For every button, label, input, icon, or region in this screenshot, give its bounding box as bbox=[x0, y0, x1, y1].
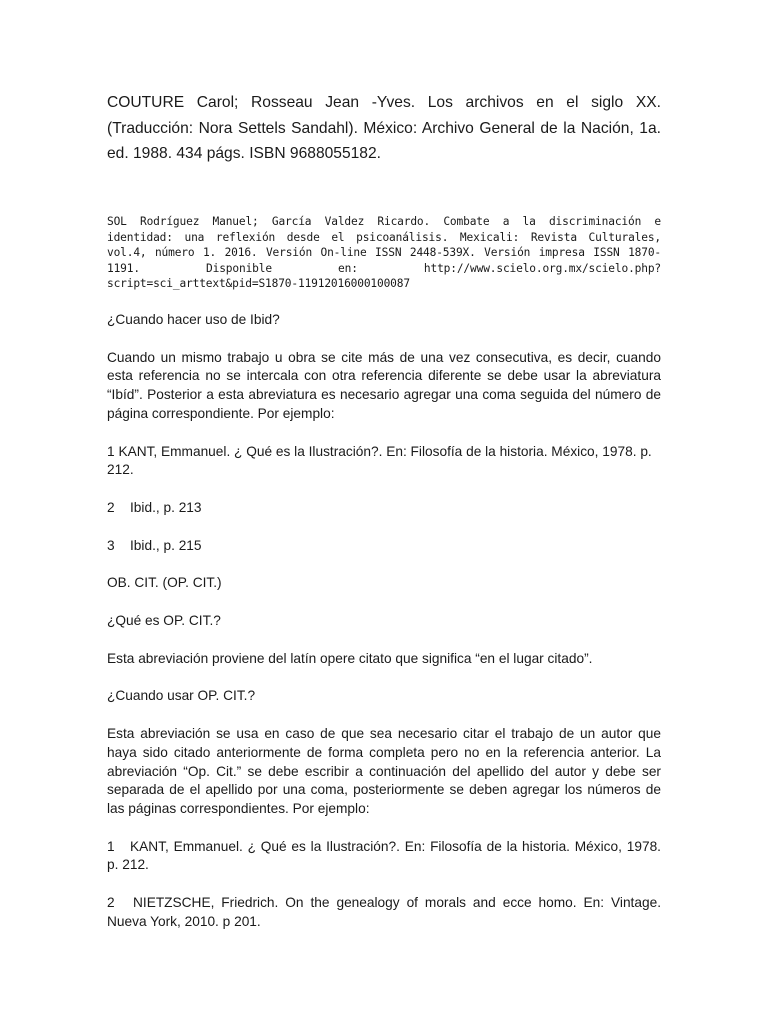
reference-couture: COUTURE Carol; Rosseau Jean -Yves. Los archivos en el siglo XX. (Traducción: Nora Settels Sandahl). México: Archivo General de la Nación, 1a. ed. 1988. 434 págs. ISBN 9688055182. bbox=[107, 94, 661, 162]
example-number: 2 bbox=[107, 499, 115, 515]
opcit-example-1 bbox=[107, 838, 661, 875]
example-text: KANT, Emmanuel. ¿ Qué es la Ilustración?. En: Filosofía de la historia. México, 1978. p. 212. bbox=[107, 443, 652, 478]
example-number: 1 bbox=[107, 443, 115, 459]
example-number: 1 bbox=[107, 838, 115, 854]
example-text: KANT, Emmanuel. ¿ Qué es la Ilustración?. En: Filosofía de la historia. México, 1978. p. 212. bbox=[107, 838, 661, 873]
citation-guide bbox=[107, 311, 661, 950]
example-text: Ibid., p. 213 bbox=[130, 499, 202, 515]
reference-sol: SOL Rodríguez Manuel; García Valdez Ricardo. Combate a la discriminación e identidad: una reflexión desde el psicoanálisis. Mexicali: Revista Culturales, vol.4, número 1. 2016. Versión On-line ISSN 2448-539X. Versión impresa ISSN 1870-1191. Disponible en: http://www.scielo.org.mx/scielo.php?script=sci_arttext&pid=S1870-11912016000100087 bbox=[107, 215, 661, 291]
opcit-question-what: ¿Qué es OP. CIT.? bbox=[107, 613, 221, 629]
opcit-example-2 bbox=[107, 894, 661, 931]
opcit-heading: OB. CIT. (OP. CIT.) bbox=[107, 575, 222, 591]
ibid-example-3 bbox=[107, 537, 661, 556]
example-number: 2 bbox=[107, 895, 115, 911]
example-text: NIETZSCHE, Friedrich. On the genealogy of morals and ecce homo. En: Vintage. Nueva York, 2010. p 201. bbox=[107, 895, 661, 929]
opcit-question-when: ¿Cuando usar OP. CIT.? bbox=[107, 688, 256, 704]
ibid-question: ¿Cuando hacer uso de Ibid? bbox=[107, 312, 280, 327]
example-text: Ibid., p. 215 bbox=[130, 537, 202, 553]
ibid-example-2 bbox=[107, 499, 661, 518]
opcit-explanation: Esta abreviación se usa en caso de que sea necesario citar el trabajo de un autor que haya sido citado anteriormente de forma completa pero no en la referencia anterior. La abreviación “Op. Cit.” se debe escribir a continuación del apellido del autor y debe ser separada de el apellido por una coma, posteriormente se deben agregar los números de las páginas correspondientes. Por ejemplo: bbox=[107, 726, 661, 816]
ibid-explanation: Cuando un mismo trabajo u obra se cite más de una vez consecutiva, es decir, cuando esta referencia no se intercala con otra referencia diferente se debe usar la abreviatura “Ibíd”. Posterior a esta abreviatura es necesario agregar una coma seguida del número de página correspondiente. Por ejemplo: bbox=[107, 349, 661, 421]
example-number: 3 bbox=[107, 537, 115, 553]
opcit-definition: Esta abreviación proviene del latín opere citato que significa “en el lugar citado”. bbox=[107, 650, 593, 666]
ibid-example-1 bbox=[107, 443, 661, 480]
